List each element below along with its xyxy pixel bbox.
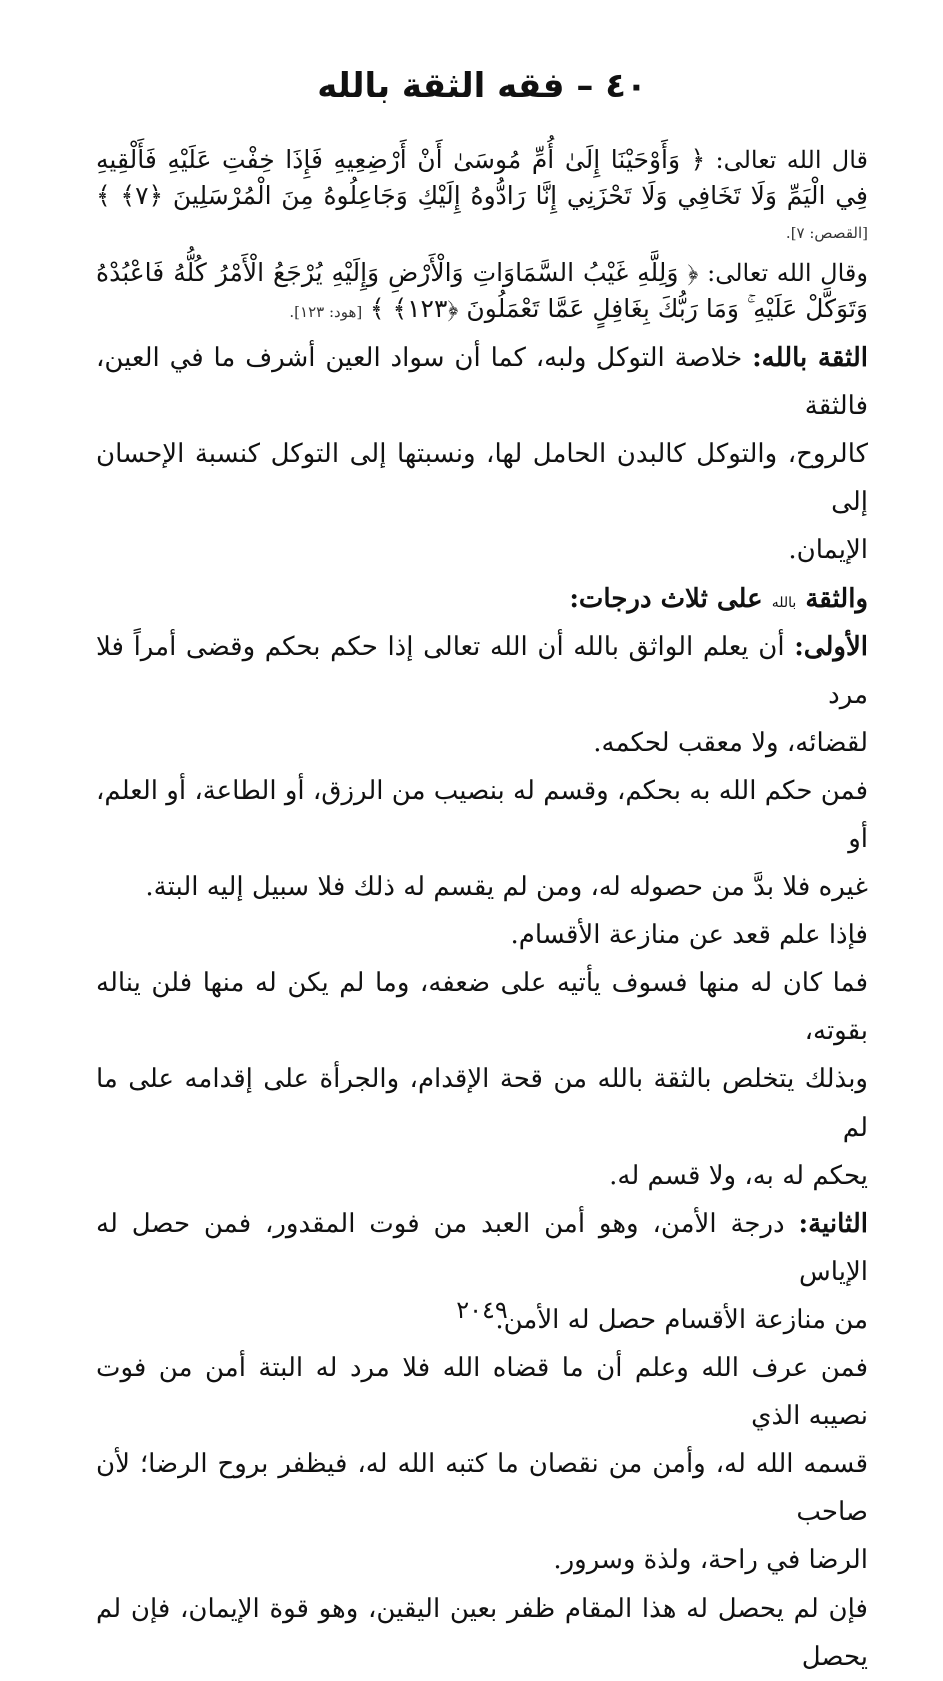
verse-intro: قال الله تعالى: (715, 146, 868, 174)
paragraph-line (96, 623, 868, 719)
verse-intro: وقال الله تعالى: (707, 259, 868, 288)
text-span: أن يعلم الواثق بالله أن الله تعالى إذا حكم بحكم وقضى أمراً فلا مرد (96, 631, 868, 710)
paragraph-line: الإيمان. (788, 535, 868, 566)
paragraph-line: من منازعة الأقسام حصل له الأمن. (495, 1304, 868, 1335)
book-page (96, 58, 869, 1672)
paragraph-line: غيره فلا بدَّ من حصوله له، ومن لم يقسم له ذلك فلا سبيل إليه البتة. (145, 872, 868, 903)
verse-quote-2 (96, 255, 868, 326)
text-span: خلاصة التوكل ولبه، كما أن سواد العين أشرف ما في العين، فالثقة (96, 343, 868, 422)
text-span: درجة الأمن، وهو أمن العبد من فوت المقدور، فمن حصل له الإياس (96, 1208, 868, 1287)
text-span: على ثلاث درجات: (569, 583, 763, 614)
paragraph-line: فإن لم يحصل له هذا المقام ظفر بعين اليقين، وهو قوة الإيمان، فإن لم يحصل (96, 1593, 868, 1672)
paragraph-line: الرضا في راحة، ولذة وسرور. (553, 1545, 868, 1576)
section-heading (96, 575, 868, 623)
paragraph-line: وبذلك يتخلص بالثقة بالله من قحة الإقدام، والجرأة على إقدامه على ما لم (96, 1064, 868, 1143)
term-heading: الثانية: (798, 1208, 869, 1239)
paragraph-line (96, 334, 868, 430)
page-number: ٢٠٤٩ (456, 1296, 508, 1324)
quran-verse: ﴿ وَلِلَّهِ غَيْبُ السَّمَاوَاتِ وَالْأَرْضِ وَإِلَيْهِ يُرْجَعُ الْأَمْرُ كُلُّهُ فَاعْبُدْهُ وَتَوَكَّلْ عَلَيْهِ ۚ وَمَا رَبُّكَ بِغَافِلٍ عَمَّا تَعْمَلُونَ ﴿١٢٣﴾ ﴾ (96, 258, 868, 323)
text-span: بالله (771, 594, 797, 611)
term-heading: الثقة بالله: (752, 343, 869, 374)
quran-verse: ﴿ وَأَوْحَيْنَا إِلَىٰ أُمِّ مُوسَىٰ أَنْ أَرْضِعِيهِ فَإِذَا خِفْتِ عَلَيْهِ فَأَلْقِيهِ فِي الْيَمِّ وَلَا تَخَافِي وَلَا تَحْزَنِي إِنَّا رَادُّوهُ إِلَيْكِ وَجَاعِلُوهُ مِنَ الْمُرْسَلِينَ ﴿٧﴾ ﴾ (96, 145, 868, 210)
paragraph-line: فإذا علم قعد عن منازعة الأقسام. (510, 920, 868, 951)
text-span: والثقة (805, 583, 868, 614)
paragraph-line: فما كان له منها فسوف يأتيه على ضعفه، وما لم يكن له منها فلن يناله بقوته، (96, 968, 868, 1047)
paragraph-line (96, 1200, 868, 1296)
paragraph-line: كالروح، والتوكل كالبدن الحامل لها، ونسبتها إلى التوكل كنسبة الإحسان إلى (96, 439, 868, 518)
paragraph-line: قسمه الله له، وأمن من نقصان ما كتبه الله له، فيظفر بروح الرضا؛ لأن صاحب (96, 1449, 868, 1528)
verse-reference: [القصص: ٧]. (785, 224, 868, 242)
paragraph-line: يحكم له به، ولا قسم له. (609, 1160, 868, 1191)
paragraph-line: فمن عرف الله وعلم أن ما قضاه الله فلا مرد له البتة أمن من فوت نصيبه الذي (96, 1353, 868, 1432)
paragraph-line: فمن حكم الله به بحكم، وقسم له بنصيب من الرزق، أو الطاعة، أو العلم، أو (96, 775, 868, 855)
page-title: ٤٠ – فقه الثقة بالله (317, 66, 647, 106)
term-heading: الأولى: (794, 631, 869, 662)
verse-reference: [هود: ١٢٣]. (289, 302, 363, 321)
verse-quote-1 (96, 142, 868, 247)
paragraph-line: لقضائه، ولا معقب لحكمه. (593, 727, 868, 758)
